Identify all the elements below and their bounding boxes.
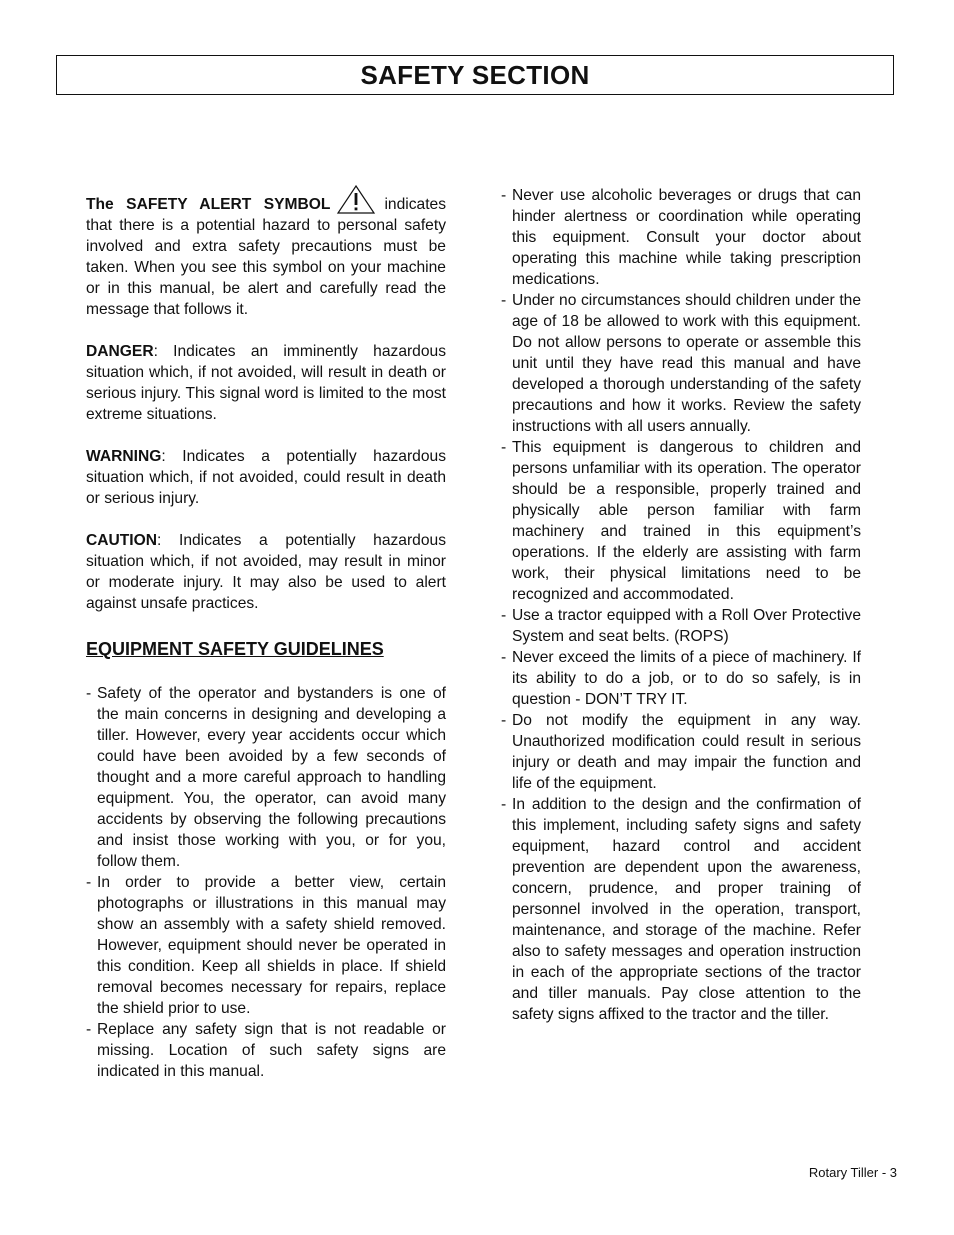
bullet-dash: - (86, 874, 92, 891)
list-item-text: Under no circumstances should children under the age of 18 be allowed to work with this equipment. Do not allow persons to operate or assemble this unit until they have read this manual and have developed a thorough understanding of the safety precautions and how it works. Review the safety instructions with all users annually. (512, 292, 861, 435)
page-footer: Rotary Tiller - 3 (808, 1165, 897, 1180)
warning-text: : Indicates a potentially hazardous situation which, if not avoided, could result in death or serious injury. (86, 448, 446, 507)
list-item-text: Never exceed the limits of a piece of machinery. If its ability to do a job, or to do so safely, is in question - DON’T TRY IT. (512, 649, 861, 708)
bullet-dash: - (501, 439, 507, 456)
list-item-text: Safety of the operator and bystanders is one of the main concerns in designing and developing a tiller. However, every year accidents occur which could have been avoided by a few seconds of thought and a more careful approach to handling equipment. You, the operator, can avoid many accidents by observing the following precautions and insist those working with you, or for you, follow them. (97, 685, 446, 870)
safety-alert-triangle-icon (336, 185, 376, 215)
safety-alert-term: The SAFETY ALERT SYMBOL (86, 196, 331, 213)
safety-alert-text: indicates that there is a potential hazard to personal safety involved and extra safety precautions must be taken. When you see this symbol on your machine or in this manual, be alert and carefully read the message that follows it. (86, 196, 446, 318)
bullet-dash: - (501, 796, 507, 813)
caution-term: CAUTION (86, 532, 158, 549)
caution-paragraph (86, 530, 446, 614)
list-item (501, 794, 861, 1025)
safety-alert-paragraph (86, 185, 446, 320)
list-item-text: In addition to the design and the confirmation of this implement, including safety signs and safety equipment, hazard control and accident prevention are dependent upon the awareness, concern, prudence, and proper training of personnel involved in the operation, transport, maintenance, and storage of the machine. Refer also to safety messages and operation instruction in each of the appropriate sections of the tractor and tiller manuals. Pay close attention to the safety signs affixed to the tractor and the tiller. (512, 796, 861, 1023)
caution-text: : Indicates a potentially hazardous situation which, if not avoided, may result in minor or moderate injury. It may also be used to alert against unsafe practices. (86, 532, 446, 612)
left-bullet-list (86, 683, 446, 1082)
list-item-text: This equipment is dangerous to children and persons unfamiliar with its operation. The operator should be a responsible, properly trained and physically able person familiar with farm machinery and trained in this equipment’s operations. If the elderly are assisting with farm work, their physical limitations need to be recognized and accommodated. (512, 439, 861, 603)
list-item (86, 1019, 446, 1082)
bullet-dash: - (86, 1021, 92, 1038)
list-item (501, 290, 861, 437)
list-item-text: Never use alcoholic beverages or drugs that can hinder alertness or coordination while operating this equipment. Consult your doctor about operating this machine while taking prescription medications. (512, 187, 861, 288)
list-item-text: Use a tractor equipped with a Roll Over Protective System and seat belts. (ROPS) (512, 607, 861, 645)
right-bullet-list (501, 185, 861, 1025)
list-item (501, 710, 861, 794)
list-item (501, 647, 861, 710)
bullet-dash: - (501, 649, 507, 666)
list-item (501, 185, 861, 290)
list-item (86, 872, 446, 1019)
danger-term: DANGER (86, 343, 154, 360)
list-item (501, 605, 861, 647)
list-item (501, 437, 861, 605)
list-item-text: Replace any safety sign that is not readable or missing. Location of such safety signs are indicated in this manual. (97, 1021, 446, 1080)
list-item (86, 683, 446, 872)
bullet-dash: - (501, 187, 507, 204)
warning-term: WARNING (86, 448, 162, 465)
equipment-safety-heading: EQUIPMENT SAFETY GUIDELINES (86, 639, 384, 659)
left-column (86, 185, 446, 1082)
list-item-text: In order to provide a better view, certain photographs or illustrations in this manual may show an assembly with a safety shield removed. However, equipment should never be operated in this condition. Keep all shields in place. If shield removal becomes necessary for repairs, replace the shield prior to use. (97, 874, 446, 1017)
bullet-dash: - (501, 292, 507, 309)
danger-paragraph (86, 341, 446, 425)
page-title: SAFETY SECTION (360, 59, 590, 90)
list-item-text: Do not modify the equipment in any way. Unauthorized modification could result in serious injury or death and may impair the function and life of the equipment. (512, 712, 861, 792)
bullet-dash: - (86, 685, 92, 702)
bullet-dash: - (501, 712, 507, 729)
right-column (501, 185, 861, 1025)
page-title-box (56, 55, 894, 95)
danger-text: : Indicates an imminently hazardous situation which, if not avoided, will result in death or serious injury. This signal word is limited to the most extreme situations. (86, 343, 446, 423)
warning-paragraph (86, 446, 446, 509)
bullet-dash: - (501, 607, 507, 624)
